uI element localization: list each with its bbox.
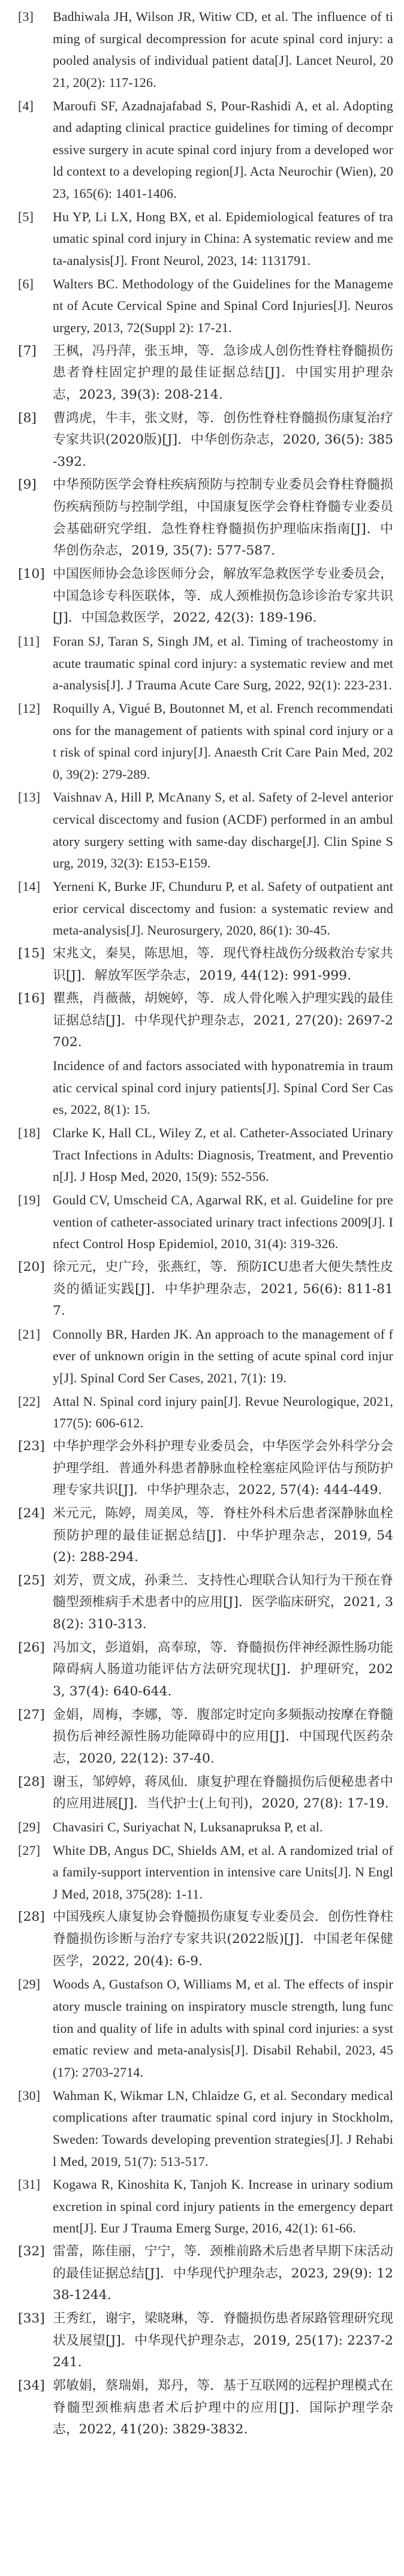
reference-item bbox=[0, 698, 404, 786]
reference-item bbox=[0, 474, 404, 562]
reference-text: Roquilly A, Vigué B, Boutonnet M, et al. French recommendations for the management of patients with spinal cord injury or at risk of spinal cord injury[J]. Anaesth Crit Care Pain Med, 2020, 39(2): 279-289. bbox=[53, 701, 393, 782]
reference-number: [15] bbox=[18, 945, 45, 961]
reference-number: [11] bbox=[18, 634, 40, 649]
reference-number: [5] bbox=[18, 209, 34, 224]
reference-item bbox=[0, 988, 404, 1054]
reference-item bbox=[0, 943, 404, 987]
reference-text: 王枫，冯丹萍，张玉坤，等．急诊成人创伤性脊柱脊髓损伤患者脊柱固定护理的最佳证据总结[J]．中国实用护理杂志，2023, 39(3): 208-214. bbox=[53, 343, 393, 402]
reference-item bbox=[0, 1974, 404, 2083]
reference-text: Gould CV, Umscheid CA, Agarwal RK, et al. Guideline for prevention of catheter-associated urinary tract infections 2009[J]. Infect Control Hosp Epidemiol, 2010, 31(4): 319-326. bbox=[53, 1192, 393, 1252]
reference-text: Yerneni K, Burke JF, Chunduru P, et al. Safety of outpatient anterior cervical discectomy and fusion: a systematic review and meta-analysis[J]. Neurosurgery, 2020, 86(1): 30-45. bbox=[53, 879, 393, 938]
reference-item bbox=[0, 1189, 404, 1255]
reference-number: [12] bbox=[18, 701, 41, 716]
reference-number: [9] bbox=[18, 477, 37, 493]
reference-text: Clarke K, Hall CL, Wiley Z, et al. Catheter-Associated Urinary Tract Infections in Adults: Diagnosis, Treatment, and Prevention[J]. J Hosp Med, 2020, 15(9): 552-556. bbox=[53, 1126, 393, 1185]
reference-item bbox=[0, 2375, 404, 2441]
reference-number: [30] bbox=[18, 2088, 41, 2103]
reference-text: Foran SJ, Taran S, Singh JM, et al. Timing of tracheostomy in acute traumatic spinal cord injury: a systematic review and meta-analysis[J]. J Trauma Acute Care Surg, 2022, 92(1): 223-231. bbox=[53, 634, 393, 693]
reference-item bbox=[0, 273, 404, 339]
reference-number: [20] bbox=[18, 1259, 45, 1275]
reference-item bbox=[0, 341, 404, 406]
reference-text: Woods A, Gustafson O, Williams M, et al. The effects of inspiratory muscle training on inspiratory muscle strength, lung function and quality of life in adults with spinal cord injuries: a systematic review and meta-analysis[J]. Disabil Rehabil, 2023, 45(17): 2703-2714. bbox=[53, 1977, 393, 2080]
reference-item bbox=[0, 1503, 404, 1569]
reference-text: 瞿燕，肖薇薇，胡婉婷，等．成人骨化喉入护理实践的最佳证据总结[J]．中华现代护理杂志，2021, 27(20): 2697-2702. bbox=[53, 991, 393, 1050]
reference-text: Chavasiri C, Suriyachat N, Luksanapruksa P, et al. bbox=[53, 1819, 323, 1834]
reference-item bbox=[0, 1391, 404, 1435]
reference-item bbox=[0, 631, 404, 697]
reference-text: 郭敏娟，蔡瑞娟，郑丹，等．基于互联网的远程护理模式在脊髓型颈椎病患者术后护理中的应用[J]．国际护理学杂志，2022, 41(20): 3829-3832. bbox=[53, 2378, 393, 2438]
reference-item bbox=[0, 1257, 404, 1322]
reference-item bbox=[0, 206, 404, 272]
reference-number: [25] bbox=[18, 1572, 45, 1588]
reference-item bbox=[0, 408, 404, 474]
reference-text: 徐元元，史广玲，张燕红，等．预防ICU患者大便失禁性皮炎的循证实践[J]．中华护理杂志，2021, 56(6): 811-817. bbox=[53, 1259, 393, 1319]
reference-number: [33] bbox=[18, 2310, 45, 2326]
reference-item bbox=[0, 1637, 404, 1703]
reference-text: 雷蕾，陈佳丽，宁宁，等．颈椎前路术后患者早期下床活动的最佳证据总结[J]．中华现代护理杂志，2023, 29(9): 1238-1244. bbox=[53, 2244, 393, 2303]
reference-number: [27] bbox=[18, 1843, 41, 1858]
reference-number: [18] bbox=[18, 1126, 41, 1141]
reference-item bbox=[0, 1771, 404, 1815]
reference-item bbox=[0, 1840, 404, 1906]
reference-text: Incidence of and factors associated with hyponatremia in traumatic cervical spinal cord injury patients[J]. Spinal Cord Ser Cases, 2022, 8(1): 15. bbox=[53, 1059, 393, 1117]
reference-number: [19] bbox=[18, 1192, 41, 1207]
reference-text: 宋兆文，秦昊，陈思旭，等．现代脊柱战伤分级救治专家共识[J]．解放军医学杂志，2019, 44(12): 991-999. bbox=[53, 945, 393, 983]
reference-text: Walters BC. Methodology of the Guidelines for the Management of Acute Cervical Spine and Spinal Cord Injuries[J]. Neurosurgery, 2013, 72(Suppl 2): 17-21. bbox=[53, 276, 393, 335]
reference-text: 刘芳，贾文成，孙秉兰．支持性心理联合认知行为干预在脊髓型颈椎病手术患者中的应用[J]．医学临床研究，2021, 38(2): 310-313. bbox=[53, 1572, 393, 1632]
reference-number: [21] bbox=[18, 1327, 41, 1342]
reference-number: [26] bbox=[18, 1640, 45, 1655]
reference-number: [24] bbox=[18, 1505, 45, 1521]
reference-item bbox=[0, 1704, 404, 1770]
reference-item bbox=[0, 2174, 404, 2240]
reference-text: White DB, Angus DC, Shields AM, et al. A randomized trial of a family-support intervention in intensive care Units[J]. N Engl J Med, 2018, 375(28): 1-11. bbox=[53, 1843, 393, 1902]
reference-number: [7] bbox=[18, 343, 37, 358]
reference-number: [6] bbox=[18, 276, 34, 291]
reference-number: [29] bbox=[18, 1977, 41, 1992]
reference-text: Maroufi SF, Azadnajafabad S, Pour-Rashidi A, et al. Adopting and adapting clinical practice guidelines for timing of decompressive surgery in acute spinal cord injury from a developed world context to a developing region[J]. Acta Neurochir (Wien), 2023, 165(6): 1401-1406. bbox=[53, 98, 393, 201]
reference-item bbox=[0, 6, 404, 94]
reference-number: [27] bbox=[18, 1707, 45, 1722]
reference-text: Attal N. Spinal cord injury pain[J]. Revue Neurologique, 2021, 177(5): 606-612. bbox=[53, 1394, 393, 1431]
reference-text: 中华护理学会外科护理专业委员会，中华医学会外科学分会护理学组．普通外科患者静脉血栓栓塞症风险评估与预防护理专家共识[J]．中华护理杂志，2022, 57(4): 444-449. bbox=[53, 1439, 393, 1498]
reference-number: [16] bbox=[18, 991, 45, 1007]
reference-item bbox=[0, 787, 404, 875]
reference-text: Badhiwala JH, Wilson JR, Witiw CD, et al. The influence of timing of surgical decompression for acute spinal cord injury: a pooled analysis of individual patient data[J]. Lancet Neurol, 2021, 20(2): 117-126. bbox=[53, 10, 393, 90]
reference-number: [32] bbox=[18, 2244, 45, 2259]
reference-number: [8] bbox=[18, 410, 37, 426]
reference-text: 金娟，周梅，李娜，等．腹部定时定向多频振动按摩在脊髓损伤后神经源性肠功能障碍中的应用[J]．中国现代医药杂志，2020, 22(12): 37-40. bbox=[53, 1707, 393, 1766]
reference-number: [31] bbox=[18, 2177, 41, 2192]
reference-text: Kogawa R, Kinoshita K, Tanjoh K. Increase in urinary sodium excretion in spinal cord injury patients in the emergency department[J]. Eur J Trauma Emerg Surge, 2016, 42(1): 61-66. bbox=[53, 2177, 393, 2236]
reference-item bbox=[0, 2085, 404, 2173]
reference-item bbox=[0, 1570, 404, 1636]
reference-item bbox=[0, 1436, 404, 1502]
reference-number: [3] bbox=[18, 10, 34, 24]
reference-number: [22] bbox=[18, 1394, 41, 1409]
reference-text: 中国医师协会急诊医师分会，解放军急救医学专业委员会，中国急诊专科医联体，等．成人颈椎损伤急诊诊治专家共识[J]．中国急救医学，2022, 42(3): 189-196. bbox=[53, 567, 393, 626]
reference-item bbox=[0, 95, 404, 205]
reference-number: [14] bbox=[18, 879, 41, 894]
reference-text: 王秀红，谢宇，梁晓琳，等．脊髓损伤患者尿路管理研究现状及展望[J]．中华现代护理杂志，2019, 25(17): 2237-2241. bbox=[53, 2310, 393, 2370]
reference-item bbox=[0, 1055, 404, 1121]
reference-number: [34] bbox=[18, 2378, 45, 2393]
reference-text: 中国残疾人康复协会脊髓损伤康复专业委员会．创伤性脊柱脊髓损伤诊断与治疗专家共识(2022版)[J]．中国老年保健医学，2022, 20(4): 6-9. bbox=[53, 1909, 393, 1969]
reference-text: Vaishnav A, Hill P, McAnany S, et al. Safety of 2-level anterior cervical discectomy and fusion (ACDF) performed in an ambulatory surgery setting with same-day discharge[J]. Clin Spine Surg, 2019, 32(3): E153-E159. bbox=[53, 790, 393, 871]
reference-number: [23] bbox=[18, 1439, 45, 1454]
reference-text: 谢玉，邹婷婷，蒋凤仙．康复护理在脊髓损伤后便秘患者中的应用进展[J]．当代护士(上旬刊)，2020, 27(8): 17-19. bbox=[53, 1774, 393, 1812]
reference-text: Connolly BR, Harden JK. An approach to the management of fever of unknown origin in the setting of acute spinal cord injury[J]. Spinal Cord Ser Cases, 2021, 7(1): 19. bbox=[53, 1327, 393, 1386]
reference-text: Wahman K, Wikmar LN, Chlaidze G, et al. Secondary medical complications after traumatic spinal cord injury in Stockholm, Sweden: Towards developing prevention strategies[J]. J Rehabil Med, 2019, 51(7): 513-517. bbox=[53, 2088, 393, 2169]
reference-item bbox=[0, 1906, 404, 1972]
reference-number: [28] bbox=[18, 1774, 45, 1789]
reference-item bbox=[0, 1324, 404, 1390]
reference-number: [29] bbox=[18, 1819, 41, 1834]
reference-item bbox=[0, 564, 404, 629]
reference-item bbox=[0, 876, 404, 942]
reference-number: [13] bbox=[18, 790, 41, 805]
reference-number: [4] bbox=[18, 98, 34, 113]
reference-item bbox=[0, 2308, 404, 2374]
reference-text: 曹鸿虎，牛丰，张文财，等．创伤性脊柱脊髓损伤康复治疗专家共识(2020版)[J]．中华创伤杂志，2020, 36(5): 385-392. bbox=[53, 410, 393, 469]
reference-text: Hu YP, Li LX, Hong BX, et al. Epidemiological features of traumatic spinal cord injury in China: A systematic review and meta-analysis[J]. Front Neurol, 2023, 14: 1131791. bbox=[53, 209, 393, 269]
reference-number: [28] bbox=[18, 1909, 45, 1925]
reference-item bbox=[0, 1816, 404, 1839]
reference-text: 米元元，陈婷，周美凤，等．脊柱外科术后患者深静脉血栓预防护理的最佳证据总结[J]．中华护理杂志，2019, 54(2): 288-294. bbox=[53, 1505, 393, 1565]
reference-text: 冯加文，彭道娟，高奉琼，等．脊髓损伤伴神经源性肠功能障碍病人肠道功能评估方法研究现状[J]．护理研究，2023, 37(4): 640-644. bbox=[53, 1640, 393, 1700]
reference-text: 中华预防医学会脊柱疾病预防与控制专业委员会脊柱脊髓损伤疾病预防与控制学组，中国康复医学会脊柱脊髓专业委员会基础研究学组．急性脊柱脊髓损伤护理临床指南[J]．中华创伤杂志，2019, 35(7): 577-587. bbox=[53, 477, 393, 559]
reference-item bbox=[0, 1122, 404, 1188]
reference-item bbox=[0, 2241, 404, 2307]
reference-number: [10] bbox=[18, 567, 45, 582]
